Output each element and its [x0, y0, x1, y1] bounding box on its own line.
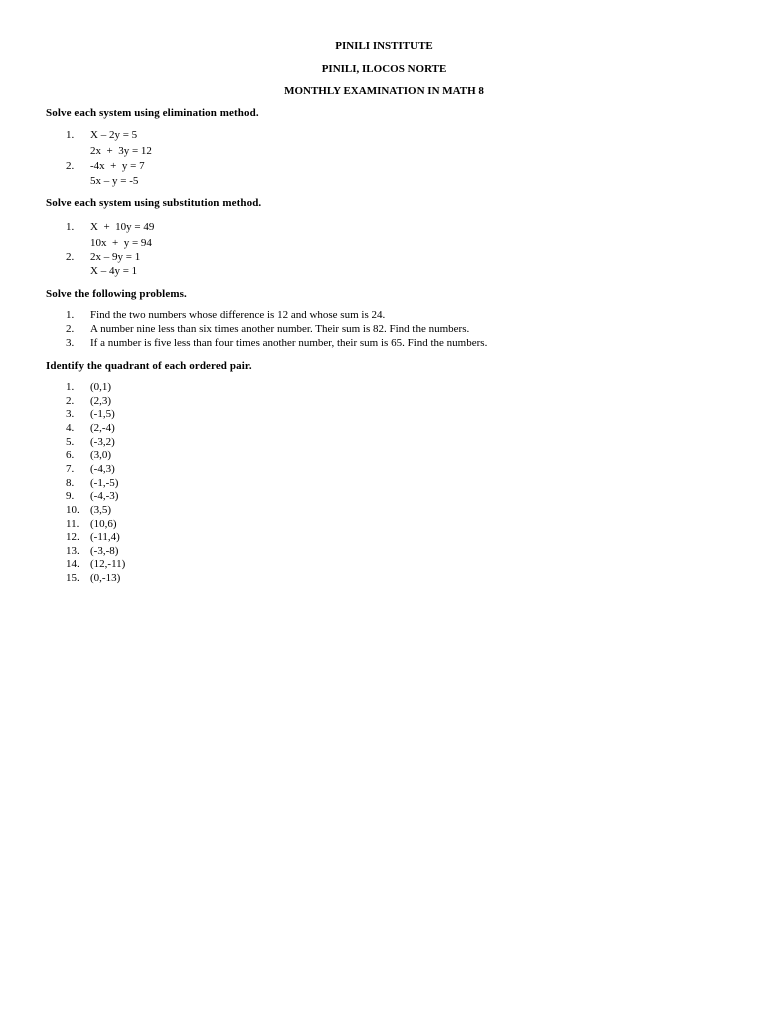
ordered-pair-number: 10.: [66, 504, 80, 516]
ordered-pair-number: 2.: [66, 395, 75, 407]
ordered-pair-number: 7.: [66, 463, 75, 475]
ordered-pair: (-1,5): [90, 408, 115, 420]
elimination-item-2-equation-1: -4x + y = 7: [90, 160, 145, 172]
problem-1-number: 1.: [66, 309, 75, 321]
ordered-pair: (10,6): [90, 518, 117, 530]
ordered-pair: (-4,-3): [90, 490, 119, 502]
ordered-pair-number: 12.: [66, 531, 80, 543]
ordered-pair-number: 6.: [66, 449, 75, 461]
problem-3-number: 3.: [66, 337, 75, 349]
ordered-pair-number: 3.: [66, 408, 75, 420]
substitution-item-1-equation-2: 10x + y = 94: [90, 237, 152, 249]
substitution-item-2-equation-1: 2x – 9y = 1: [90, 251, 141, 263]
school-name: PINILI INSTITUTE: [335, 40, 433, 52]
problem-1-text: Find the two numbers whose difference is 12 and whose sum is 24.: [90, 309, 386, 321]
elimination-item-1-number: 1.: [66, 129, 75, 141]
ordered-pair: (2,-4): [90, 422, 115, 434]
ordered-pair: (-11,4): [90, 531, 120, 543]
ordered-pair: (-3,-8): [90, 545, 119, 557]
elimination-item-1-equation-2: 2x + 3y = 12: [90, 145, 152, 157]
problem-3-text: If a number is five less than four times another number, their sum is 65. Find the numbers.: [90, 337, 488, 349]
ordered-pair: (12,-11): [90, 558, 126, 570]
quadrants-heading: Identify the quadrant of each ordered pair.: [46, 360, 252, 372]
substitution-heading: Solve each system using substitution method.: [46, 197, 262, 209]
exam-title: MONTHLY EXAMINATION IN MATH 8: [284, 85, 484, 97]
ordered-pair: (2,3): [90, 395, 112, 407]
substitution-item-1-number: 1.: [66, 221, 75, 233]
ordered-pair-number: 9.: [66, 490, 75, 502]
elimination-item-1-equation-1: X – 2y = 5: [90, 129, 138, 141]
ordered-pair: (-1,-5): [90, 477, 119, 489]
ordered-pair: (3,0): [90, 449, 112, 461]
problems-heading: Solve the following problems.: [46, 288, 187, 300]
ordered-pair-number: 4.: [66, 422, 75, 434]
substitution-item-2-equation-2: X – 4y = 1: [90, 265, 138, 277]
ordered-pair-number: 15.: [66, 572, 80, 584]
ordered-pair-number: 5.: [66, 436, 75, 448]
substitution-item-1-equation-1: X + 10y = 49: [90, 221, 155, 233]
elimination-item-2-equation-2: 5x – y = -5: [90, 175, 139, 187]
ordered-pair-number: 13.: [66, 545, 80, 557]
ordered-pair-number: 14.: [66, 558, 80, 570]
ordered-pair: (3,5): [90, 504, 112, 516]
ordered-pair-number: 1.: [66, 381, 75, 393]
ordered-pair: (0,1): [90, 381, 112, 393]
school-location: PINILI, ILOCOS NORTE: [321, 63, 447, 75]
elimination-item-2-number: 2.: [66, 160, 75, 172]
ordered-pair-number: 8.: [66, 477, 75, 489]
ordered-pair-number: 11.: [66, 518, 80, 530]
elimination-heading: Solve each system using elimination method.: [46, 107, 259, 119]
substitution-item-2-number: 2.: [66, 251, 75, 263]
problem-2-number: 2.: [66, 323, 75, 335]
problem-2-text: A number nine less than six times another number. Their sum is 82. Find the numbers.: [90, 323, 470, 335]
ordered-pair: (0,-13): [90, 572, 121, 584]
ordered-pair: (-4,3): [90, 463, 115, 475]
ordered-pair: (-3,2): [90, 436, 115, 448]
